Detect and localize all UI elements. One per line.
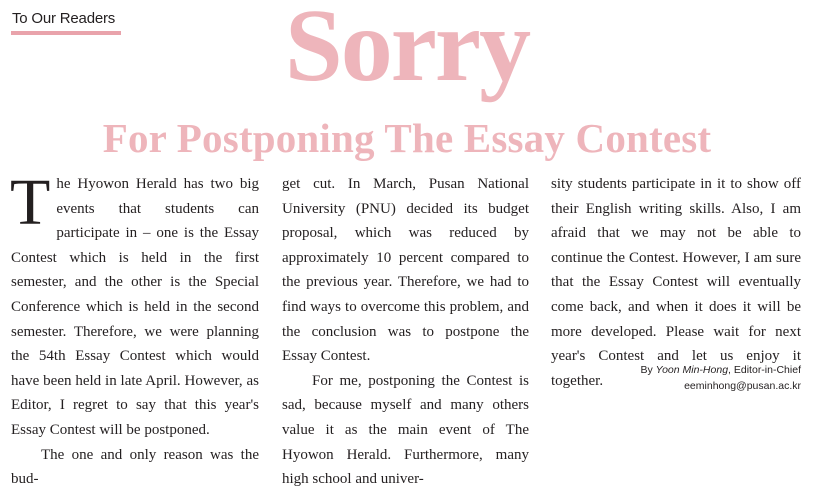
article-column-3 xyxy=(551,172,801,393)
article-column-2 xyxy=(282,172,529,492)
article-paragraph: For me, postponing the Contest is sad, because myself and many others value it as the main event of The Hyowon Herald. Furthermore, many high school and univer- xyxy=(282,372,529,488)
drop-cap: T xyxy=(10,166,51,239)
author-name: Yoon Min-Hong xyxy=(655,364,729,376)
article-paragraph: get cut. In March, Pusan National University (PNU) decided its budget proposal, which was reduced by approximately 10 percent compared to the previous year. Therefore, we had to find ways to overcome this problem, and the conclusion was to postpone the Essay Contest. xyxy=(282,176,529,365)
article-paragraph: sity students participate in it to show off their English writing skills. Also, I am afraid that we may not be able to continue the Contest. However, I am sure that the Essay Contest will eventually come back, and when it does it will be more developed. Please wait for next year's Contest and let us enjoy it together. xyxy=(551,176,801,389)
article-column-1 xyxy=(10,166,259,492)
section-label: To Our Readers xyxy=(12,10,116,27)
byline-prefix: By xyxy=(640,364,653,376)
article-paragraph: The one and only reason was the bud- xyxy=(11,446,259,488)
headline: Sorry xyxy=(284,0,530,103)
article-paragraph xyxy=(10,166,259,443)
subheadline: For Postponing The Essay Contest xyxy=(102,115,712,161)
author-email: eeminhong@pusan.ac.kr xyxy=(684,380,801,392)
paragraph-text: he Hyowon Herald has two big events that students can participate in – one is the Essay Contest which is held in the first semester, and the other is the Special Conference which is held in the second semester. Therefore, we were planning the 54th Essay Contest which would have been held in late April. However, as Editor, I regret to say that this year's Essay Contest will be postponed. xyxy=(11,176,259,438)
byline xyxy=(640,362,801,379)
author-title: , Editor-in-Chief xyxy=(728,364,801,376)
